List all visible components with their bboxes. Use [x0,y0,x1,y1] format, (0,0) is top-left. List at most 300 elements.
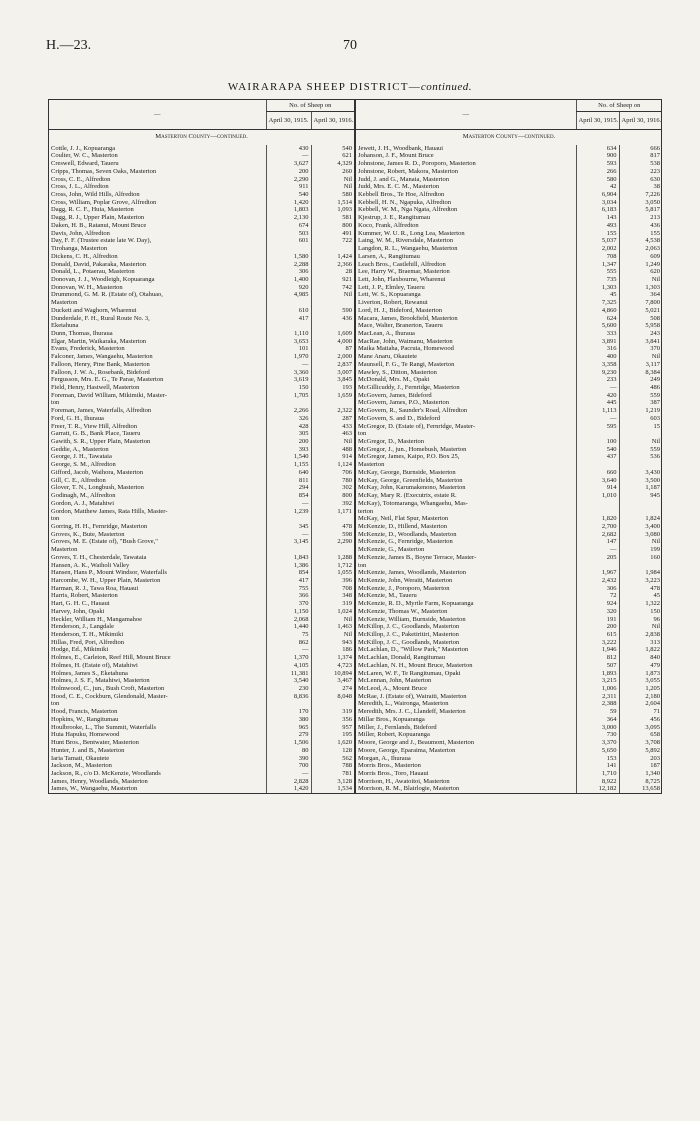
table-row [49,731,354,739]
sheep-1916: 3,007 [311,369,354,377]
sheep-1915: 1,239 [266,508,311,516]
sheep-1915: 200 [266,438,311,446]
table-row [49,616,354,624]
owner-name: Morrison, R. M., Blairlogie, Masterton [358,785,460,793]
owner-name: Gawith, S. R., Upper Plain, Masterton [51,438,151,446]
sheep-1916: 199 [619,546,662,554]
sheep-1916: 1,340 [619,770,662,778]
table-row [356,353,662,361]
sheep-1915: 1,370 [266,654,311,662]
sheep-1915 [576,461,619,469]
sheep-1915: 700 [266,762,311,770]
table-row [49,654,354,662]
table-row [49,338,354,346]
sheep-1916: 2,604 [619,700,662,708]
owner-name: Kjestrup, J. E., Rangitumau [358,214,431,222]
owner-name: Freer, T. R., View Hill, Alfredton [51,422,138,430]
left-header-1915: April 30, 1915. [266,112,311,130]
owner-name: McKenzie, William, Burnside, Masterton [358,615,466,623]
owner-name: Houlbrooke, L., The Summit, Waterfalls [51,723,157,731]
table-row [49,176,354,184]
sheep-1916: 2,322 [311,407,354,415]
sheep-1916: 87 [311,345,354,353]
owner-name: Hodge, Ed., Mikimiki [51,646,109,654]
sheep-1915: 326 [266,415,311,423]
owner-name: Dagg, R. J., Upper Plain, Masterton [51,214,145,222]
sheep-1916: 840 [619,654,662,662]
sheep-1915: 900 [576,152,619,160]
sheep-1916: 8,725 [619,778,662,786]
table-row [356,623,662,631]
owner-name: Henderson, T. H., Mikimiki [51,631,124,638]
table-row [356,376,662,384]
sheep-1915: 3,222 [576,639,619,647]
sheep-1916: 287 [311,415,354,423]
sheep-1915: 230 [266,685,311,693]
owner-name: Iaria Tamati, Okautete [51,754,110,762]
sheep-1915: 3,653 [266,338,311,346]
owner-name: Falloon, Henry, Pine Bank, Masterton [51,360,150,368]
table-row [49,700,354,708]
title-main: WAIRARAPA SHEEP DISTRICT— [227,81,421,93]
owner-name: George, J. H., Tawataia [51,453,112,461]
table-row [49,716,354,724]
sheep-1915 [266,399,311,407]
owner-name: ton [358,561,367,569]
sheep-1916: 4,000 [311,338,354,346]
table-row [356,515,662,523]
sheep-1915: 143 [576,214,619,222]
sheep-1916: 193 [311,384,354,392]
owner-name: Maunsell, F. G., Te Rangi, Masterton [358,360,455,368]
sheep-1915: 1,580 [266,253,311,261]
table-row [356,430,662,438]
sheep-1916: 7,226 [619,191,662,199]
sheep-1916: 2,290 [311,538,354,546]
table-row [356,183,662,191]
sheep-1915 [266,546,311,554]
sheep-1915: 862 [266,639,311,647]
sheep-1916: 609 [619,253,662,261]
table-row [356,446,662,454]
owner-name: McKay, George, Burnside, Masterton [358,468,456,476]
table-row [356,554,662,562]
sheep-1915: 2,002 [576,245,619,253]
sheep-1916: 155 [619,230,662,238]
table-row [356,423,662,431]
sheep-1915: 294 [266,484,311,492]
sheep-1916: 319 [311,708,354,716]
owner-name: Kummer, W. U. R., Long Lea, Masterton [358,229,465,237]
table-row [356,747,662,755]
sheep-1915: 437 [576,453,619,461]
owner-name: McLaren, W. F., Te Rangitumau, Opaki [358,669,461,677]
sheep-1915: 430 [266,145,311,153]
owner-name: Foreman, James, Waterfalls, Alfredton [51,407,152,415]
owner-name: Cross, John, Wild Hills, Alfredton [51,191,140,199]
owner-name: Mace, Walter, Branerton, Taueru [358,322,443,330]
sheep-1916: 128 [311,747,354,755]
table-row [49,299,354,307]
sheep-1916: 1,822 [619,646,662,654]
sheep-1916: 370 [619,345,662,353]
owner-name: George, S. M., Alfredton [51,461,116,469]
table-row [49,423,354,431]
report-reference: H.—23. [46,38,92,53]
sheep-1915 [576,430,619,438]
owner-name: Holmes, James S., Eketahuna [51,669,128,677]
table-row [356,453,662,461]
table-row [49,291,354,299]
sheep-1915: 3,627 [266,160,311,168]
sheep-1916: 478 [619,585,662,593]
owner-name: Koco, Frank, Alfredton [358,221,419,229]
table-row [49,376,354,384]
sheep-1915: 305 [266,430,311,438]
sheep-1915: 1,705 [266,392,311,400]
table-row [356,500,662,508]
sheep-1916: Nil [311,438,354,446]
sheep-1915: 1,400 [266,276,311,284]
table-row [49,168,354,176]
sheep-1915: 540 [266,191,311,199]
sheep-1916: Nil [619,353,662,361]
owner-name: Falloon, J. W. A., Rosebank, Bideford [51,368,150,376]
sheep-1915: 11,381 [266,670,311,678]
table-row [356,291,662,299]
owner-name: Foreman, David William, Mikimiki, Master- [51,391,167,399]
sheep-1916: 957 [311,724,354,732]
table-row [49,724,354,732]
owner-name: McKenzie, G., Fernridge, Masterton [358,538,453,546]
owner-name: Groves, M. E. (Estate of), "Bush Grove," [51,538,158,546]
sheep-1916: 7,800 [619,299,662,307]
table-row [356,639,662,647]
sheep-1915: 8,836 [266,693,311,701]
sheep-1916: 3,128 [311,778,354,786]
sheep-1916: 508 [619,315,662,323]
table-row [49,785,354,793]
owner-name: ton [51,700,60,708]
owner-name: McKay, George, Greenfields, Masterton [358,476,463,484]
table-row [356,384,662,392]
sheep-1916: 4,538 [619,237,662,245]
sheep-1916: Nil [311,616,354,624]
sheep-1915: — [266,152,311,160]
sheep-1915: 640 [266,469,311,477]
table-row [49,492,354,500]
table-row [356,361,662,369]
sheep-1915: 493 [576,222,619,230]
owner-name: Hopkins, W., Rangitumau [51,715,119,723]
sheep-1915: 428 [266,423,311,431]
owner-name: Lett, John, Flaxbourne, Wharenui [358,275,446,283]
sheep-1916: 3,095 [619,724,662,732]
sheep-1915: 555 [576,268,619,276]
sheep-1916: 538 [619,160,662,168]
table-row [49,531,354,539]
sheep-1916: Nil [311,631,354,639]
owner-name: Holmes, H. (Estate of), Matahiwi [51,661,138,669]
owner-name: Johnstone, James R. D., Poroporo, Masterton [358,160,476,168]
table-row [49,222,354,230]
owner-name: Hunter, J. and B., Masterton [51,746,125,754]
table-row [49,415,354,423]
sheep-1915: 4,105 [266,662,311,670]
owner-name: Cross, C. E., Alfredton [51,175,111,183]
sheep-1915: — [266,646,311,654]
table-row [49,577,354,585]
owner-name: Gill, C. E., Alfredton [51,476,106,484]
sheep-1916: 1,463 [311,623,354,631]
sheep-1915: 233 [576,376,619,384]
sheep-1916: 3,117 [619,361,662,369]
sheep-1916: 581 [311,214,354,222]
sheep-1915: 2,288 [266,261,311,269]
table-row [356,646,662,654]
sheep-1915: 370 [266,600,311,608]
owner-name: McKenzie, Thomas W., Masterton [358,607,448,615]
table-row [49,685,354,693]
sheep-1916 [619,562,662,570]
table-row [356,330,662,338]
owner-name: Harvey, John, Opaki [51,607,105,615]
sheep-1916: 590 [311,307,354,315]
table-row [49,384,354,392]
owner-name: Groves, K., Bute, Masterton [51,530,125,538]
sheep-1916: 5,892 [619,747,662,755]
owner-name: Cottle, J. J., Kopuaranga [51,144,116,152]
owner-name: McKenzie, D., Hillend, Masterton [358,522,447,530]
table-row [356,662,662,670]
sheep-1916: 463 [311,430,354,438]
table-row [356,484,662,492]
owner-name: McKenzie, M., Taueru [358,592,417,600]
sheep-1915: 45 [576,291,619,299]
table-row [356,253,662,261]
owner-name: Gorring, H. H., Fernridge, Masterton [51,522,148,530]
sheep-1915 [576,508,619,516]
table-row [49,237,354,245]
sheep-1915: 540 [576,446,619,454]
sheep-1916: 319 [311,600,354,608]
table-row [49,670,354,678]
table-row [356,546,662,554]
table-row [356,616,662,624]
sheep-1915: 735 [576,276,619,284]
table-row [356,577,662,585]
sheep-1916: 364 [619,291,662,299]
table-row [356,685,662,693]
owner-name: Dunn, Thomas, Ihuraua [51,329,113,337]
owner-name: McKenzie, John, Weraiti, Masterton [358,576,453,584]
sheep-1916: 562 [311,755,354,763]
sheep-1915: 5,600 [576,322,619,330]
table-row [356,724,662,732]
sheep-1916: 921 [311,276,354,284]
sheep-1915: 12,182 [576,785,619,793]
sheep-1915: 634 [576,145,619,153]
table-row [49,152,354,160]
sheep-1916 [311,245,354,253]
owner-name: Laing, W. M., Riversdale, Masterton [358,237,454,245]
sheep-1916: 1,824 [619,515,662,523]
sheep-1916: 1,514 [311,199,354,207]
left-header-dash: — [49,100,266,130]
sheep-1916: 96 [619,616,662,624]
owner-name: Harris, Robert, Masterton [51,592,118,600]
left-county-heading: Masterton County—continued. [155,133,248,140]
sheep-1916: 433 [311,423,354,431]
sheep-1915: 2,828 [266,778,311,786]
sheep-1915: 420 [576,392,619,400]
table-row [356,654,662,662]
sheep-1915: 3,000 [576,724,619,732]
table-row [356,214,662,222]
owner-name: Meredith, Mrs. J. C., Llandeff, Masterton [358,708,466,716]
sheep-1915: 320 [576,608,619,616]
owner-name: Moore, George, Eparaima, Masterton [358,746,456,754]
sheep-1915: 1,843 [266,554,311,562]
table-row [49,631,354,639]
table-row [49,261,354,269]
owner-name: Dickens, C. H., Alfredton [51,252,118,260]
left-header-group: No. of Sheep on [266,100,354,112]
sheep-1915: 624 [576,315,619,323]
sheep-1915: — [576,415,619,423]
table-row [356,307,662,315]
owner-name: Tirohanga, Masterton [51,245,108,253]
table-row [356,345,662,353]
sheep-1915: 345 [266,523,311,531]
sheep-1916: 8,384 [619,369,662,377]
table-row [356,592,662,600]
sheep-1916: 666 [619,145,662,153]
owner-name: Donovan, J. J., Woodleigh, Kopuaranga [51,275,155,283]
owner-name: McKenzie, J., Poroporo, Masterton [358,584,450,592]
sheep-1916: 479 [619,662,662,670]
table-row [49,392,354,400]
table-row [356,677,662,685]
sheep-1915: 9,230 [576,369,619,377]
sheep-1916: 5,958 [619,322,662,330]
sheep-1915: — [576,384,619,392]
table-row [356,152,662,160]
sheep-1916: 436 [311,315,354,323]
sheep-1915: 42 [576,183,619,191]
sheep-1916: 313 [619,639,662,647]
sheep-1915: 854 [266,492,311,500]
sheep-1916: 800 [311,222,354,230]
owner-name: Leach Bros., Castlehill, Alfredton [358,260,446,268]
owner-name: Kebbell Bros., Te Hoe, Alfredton [358,191,445,199]
sheep-1915: 601 [266,237,311,245]
table-row [49,708,354,716]
sheep-1916: 260 [311,168,354,176]
sheep-1916: 914 [311,453,354,461]
owner-name: Heckler, William H., Mangamahoe [51,615,143,623]
owner-name: Dunderdale, F. H., Rural Route No. 3, [51,314,150,322]
sheep-1916: 187 [619,762,662,770]
table-row [49,608,354,616]
sheep-1916: 1,609 [311,330,354,338]
sheep-1916: 1,187 [619,484,662,492]
owner-name: Morris Bros., Masterton [358,762,421,770]
sheep-1916: 195 [311,731,354,739]
table-row [356,222,662,230]
sheep-1916: 621 [311,152,354,160]
sheep-1916: Nil [619,623,662,631]
sheep-1916 [619,508,662,516]
table-row [49,276,354,284]
owner-name: Masterton [51,546,78,554]
sheep-1915: 1,303 [576,284,619,292]
sheep-1916 [311,546,354,554]
sheep-1916: 4,723 [311,662,354,670]
owner-name: McKillop, J. C., Goodlands, Masterton [358,638,460,646]
owner-name: Maika Matiaha, Pacruia, Homewood [358,345,454,353]
owner-name: McGovern, R., Saunder's Road, Alfredton [358,407,468,415]
sheep-1915: 393 [266,446,311,454]
owner-name: Jackson, M., Masterton [51,762,112,770]
owner-name: Liverton, Robert, Rewanui [358,299,428,307]
sheep-1916: 1,024 [311,608,354,616]
table-row [356,538,662,546]
sheep-1916: Nil [311,176,354,184]
sheep-1916: 456 [619,716,662,724]
table-row [356,569,662,577]
sheep-1915: 615 [576,631,619,639]
sheep-1916: Nil [311,291,354,299]
table-row [49,770,354,778]
owner-name: McGregor, D. (Estate of), Fernridge, Master- [358,422,476,430]
sheep-1916: 71 [619,708,662,716]
sheep-1916: 13,658 [619,785,662,793]
table-row [356,600,662,608]
owner-name: McGregor, J., jun., Homebush, Masterton [358,445,467,453]
owner-name: Cross, J. L., Alfredton [51,183,109,191]
sheep-1916: Nil [311,183,354,191]
sheep-1916: 1,424 [311,253,354,261]
owner-name: Harman, R. J., Tawa Roa, Hauaui [51,584,139,592]
sheep-1916: 1,873 [619,670,662,678]
sheep-1916: 630 [619,176,662,184]
table-row [356,407,662,415]
sheep-1915: 1,347 [576,261,619,269]
table-row [49,353,354,361]
sheep-1916: 540 [311,145,354,153]
sheep-1916: 1,322 [619,600,662,608]
sheep-1915: 445 [576,399,619,407]
sheep-1915: 965 [266,724,311,732]
sheep-1916: 722 [311,237,354,245]
sheep-1915: 80 [266,747,311,755]
sheep-1915: — [266,770,311,778]
table-row [356,670,662,678]
owner-name: Dagg, R. C. F., Huia, Masterton [51,206,134,214]
right-county-heading: Masterton County—continued. [462,133,556,140]
page-title [0,81,700,93]
table-row [356,176,662,184]
owner-name: terton [358,507,374,515]
table-row [49,461,354,469]
owner-name: Drummond, G. M. R. (Estate of), Otahuao, [51,291,163,299]
sheep-1915: 380 [266,716,311,724]
table-row [356,206,662,214]
table-row [356,160,662,168]
table-row [356,284,662,292]
owner-name: Hood, C. E., Cockburn, Glendonald, Master- [51,692,168,700]
